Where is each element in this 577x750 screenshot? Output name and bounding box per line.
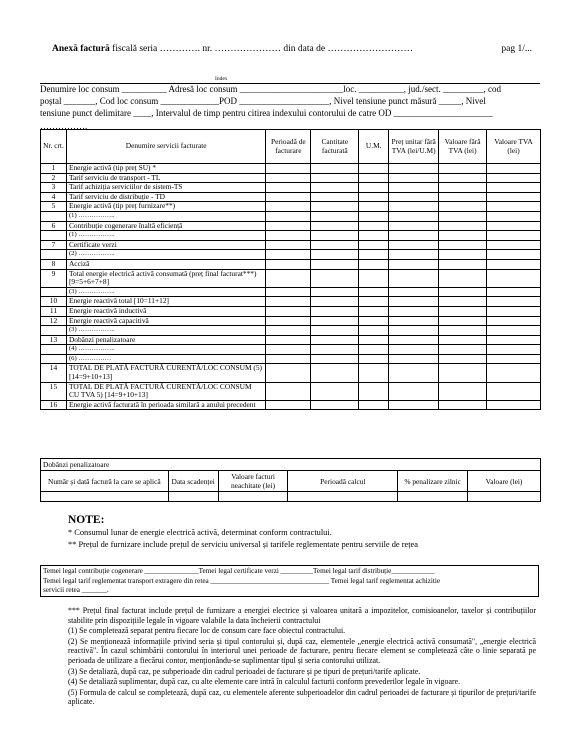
value-cell [311, 250, 359, 260]
value-cell [311, 297, 359, 307]
row-number: 15 [41, 382, 67, 400]
value-cell [359, 306, 389, 316]
row-number: 4 [41, 192, 67, 202]
value-cell [439, 400, 487, 410]
legal-line: servicii retea _______. [43, 586, 109, 594]
value-cell [487, 202, 541, 212]
value-cell [311, 335, 359, 345]
footnote: *** Prețul final facturat include prețul de furnizare a energiei electrice și valoarea unitară a impozitelor, comisioanelor, taxelor și contribuțiilor stabilite prin dispozițiile legale în vigoare valabile la data încheierii contractului [68, 606, 536, 625]
value-cell [389, 250, 439, 260]
row-number: 8 [41, 259, 67, 269]
value-cell [311, 287, 359, 297]
value-cell [266, 306, 311, 316]
value-cell [311, 259, 359, 269]
value-cell [359, 335, 389, 345]
value-cell [266, 173, 311, 183]
value-cell [487, 364, 541, 382]
value-cell [266, 316, 311, 326]
service-label: TOTAL DE PLATĂ FACTURĂ CURENTĂ/LOC CONSUM (5)[14=9+10+13] [66, 364, 265, 382]
value-cell [439, 164, 487, 174]
value-cell [487, 326, 541, 336]
value-cell [311, 354, 359, 364]
row-number: 5 [41, 202, 67, 212]
column-header: Perioadă calcul [288, 471, 398, 492]
value-cell [359, 297, 389, 307]
column-header: Perioadă de facturare [266, 130, 311, 164]
location-info [40, 83, 540, 132]
value-cell [359, 192, 389, 202]
table-row [41, 269, 541, 287]
page-number: pag 1/... [501, 44, 532, 54]
value-cell [389, 211, 439, 221]
value-cell [439, 211, 487, 221]
value-cell [266, 269, 311, 287]
value-cell [359, 345, 389, 355]
table-row [41, 326, 541, 336]
service-label: (2) …………….. [66, 250, 265, 260]
value-cell [311, 231, 359, 241]
value-cell [389, 164, 439, 174]
value-cell [439, 269, 487, 287]
location-line: poștal _______, Cod loc consum _____________POD ____________________, Nivel tensiune punct măsură _____, Nivel [40, 96, 486, 107]
value-cell [439, 382, 487, 400]
column-header: Cantitate facturată [311, 130, 359, 164]
value-cell [389, 306, 439, 316]
value-cell [487, 287, 541, 297]
value-cell [359, 287, 389, 297]
row-number [41, 326, 67, 336]
value-cell [266, 335, 311, 345]
value-cell [487, 316, 541, 326]
value-cell [487, 211, 541, 221]
value-cell [439, 335, 487, 345]
service-label: (3) …………….. [66, 287, 265, 297]
service-label: Energie activă (tip preț furnizare**) [66, 202, 265, 212]
row-number: 10 [41, 297, 67, 307]
table-row [41, 221, 541, 231]
column-header: U.M. [359, 130, 389, 164]
value-cell [439, 287, 487, 297]
value-cell [359, 382, 389, 400]
service-label: Tarif achiziția serviciilor de sistem-TS [66, 183, 265, 193]
footnote: (5) Formula de calcul se completează, după caz, cu elementele aferente subperioadelor din cadrul perioadei de facturare și tipurilor de prețuri/tarife aplicate. [68, 687, 536, 707]
table-row [41, 316, 541, 326]
note-item: * Consumul lunar de energie electrică activă, determinat conform contractului. [68, 528, 332, 537]
location-line: Denumire loc consum __________ Adresă loc consum _______________________loc. __________, jud./sect. _________, cod [40, 84, 501, 94]
location-line: tensiune punct delimitare ____, Intervalul de timp pentru citirea indexului contorului de catre OD ______________________ [40, 108, 493, 119]
value-cell [311, 316, 359, 326]
table-row [41, 335, 541, 345]
table-row [41, 382, 541, 400]
footnote: (2) Se menționează informațiile privind seria și tipul contorului și, după caz, elementele „energie electrică activă consumată", „energie electrică reactivă". În cazul schimbării contorului în interiorul unei perioade de facturare, pentru fiecare element se completează câte o linie separată pe perioada de utilizare a fiecărui contor, menționându-se suplimentar tipul și seria contorului utilizat. [68, 636, 536, 665]
value-cell [359, 240, 389, 250]
value-cell [389, 345, 439, 355]
service-label: Acciză [66, 259, 265, 269]
value-cell [487, 297, 541, 307]
footnotes [68, 606, 536, 708]
index-label: Index [215, 76, 228, 82]
value-cell [439, 354, 487, 364]
value-cell [311, 345, 359, 355]
row-number [41, 231, 67, 241]
value-cell [359, 250, 389, 260]
value-cell [311, 173, 359, 183]
value-cell [359, 231, 389, 241]
service-label: Energie reactivă inductivă [66, 306, 265, 316]
table-row [41, 364, 541, 382]
legal-basis-box [40, 565, 539, 597]
value-cell [359, 221, 389, 231]
value-cell [389, 183, 439, 193]
value-cell [266, 259, 311, 269]
value-cell [439, 297, 487, 307]
value-cell [389, 240, 439, 250]
value-cell [266, 202, 311, 212]
value-cell [266, 221, 311, 231]
service-label: (6) …………… [66, 354, 265, 364]
value-cell [359, 164, 389, 174]
value-cell [389, 316, 439, 326]
row-number [41, 345, 67, 355]
service-label: Energie reactivă total [10=11+12] [66, 297, 265, 307]
value-cell [266, 400, 311, 410]
value-cell [266, 192, 311, 202]
value-cell [439, 173, 487, 183]
table-row [41, 297, 541, 307]
table-row [41, 183, 541, 193]
value-cell [389, 269, 439, 287]
value-cell [389, 335, 439, 345]
value-cell [389, 259, 439, 269]
value-cell [389, 364, 439, 382]
row-number: 9 [41, 269, 67, 287]
service-label: Tarif serviciu de transport - TL [66, 173, 265, 183]
value-cell [439, 221, 487, 231]
value-cell [389, 192, 439, 202]
value-cell [359, 211, 389, 221]
value-cell [487, 335, 541, 345]
table-row [41, 250, 541, 260]
value-cell [311, 269, 359, 287]
legal-line: Temei legal tarif reglementat transport extragere din retea _________________________________ Temei legal tarif reglementat achizitie [43, 576, 441, 585]
value-cell [266, 183, 311, 193]
interest-table [40, 458, 541, 502]
value-cell [439, 240, 487, 250]
table-row [41, 306, 541, 316]
value-cell [311, 183, 359, 193]
service-label: Dobânzi penalizatoare [66, 335, 265, 345]
value-cell [389, 231, 439, 241]
table-row [41, 240, 541, 250]
value-cell [487, 269, 541, 287]
value-cell [359, 259, 389, 269]
value-cell [266, 345, 311, 355]
value-cell [439, 231, 487, 241]
value-cell [389, 382, 439, 400]
value-cell [487, 306, 541, 316]
value-cell [266, 211, 311, 221]
value-cell [311, 382, 359, 400]
value-cell [389, 326, 439, 336]
column-header: Data scadenței [168, 471, 218, 492]
header-title: Anexă factură fiscală seria …………. nr. ………………… din data de ……………………… [52, 44, 413, 54]
interest-title: Dobânzi penalizatoare [41, 459, 541, 471]
value-cell [266, 164, 311, 174]
table-row [41, 231, 541, 241]
value-cell [311, 400, 359, 410]
column-header: Valoare fără TVA (lei) [439, 130, 487, 164]
value-cell [311, 164, 359, 174]
value-cell [439, 345, 487, 355]
value-cell [266, 287, 311, 297]
notes [68, 513, 418, 551]
column-header: Nr. crt. [41, 130, 67, 164]
notes-heading: NOTE: [68, 514, 105, 526]
service-label: TOTAL DE PLATĂ FACTURĂ CURENTĂ/LOC CONSUM CU TVA 5) [14=9+10+13] [66, 382, 265, 400]
column-header: Denumire servicii facturate [66, 130, 265, 164]
row-number [41, 211, 67, 221]
service-label: (1) …………….. [66, 231, 265, 241]
legal-line: Temei legal contribuție cogenerare _______________Temei legal certificate verzi _________Temei legal tarif distribuție____________ [43, 567, 435, 575]
service-label: Total energie electrică activă consumată (preț final facturat***) [9=5+6+7+8] [66, 269, 265, 287]
value-cell [266, 240, 311, 250]
service-label: Tarif serviciu de distribuție - TD [66, 192, 265, 202]
row-number: 13 [41, 335, 67, 345]
value-cell [439, 250, 487, 260]
location-line: ……………. [40, 120, 88, 131]
footnote: (3) Se detaliază, după caz, pe subperioade din cadrul perioadei de facturare și pe tipuri de prețuri/tarife aplicate. [68, 666, 421, 676]
value-cell [487, 250, 541, 260]
value-cell [266, 250, 311, 260]
row-number: 6 [41, 221, 67, 231]
value-cell [487, 259, 541, 269]
value-cell [389, 400, 439, 410]
value-cell [487, 354, 541, 364]
value-cell [311, 192, 359, 202]
services-table [40, 129, 541, 410]
value-cell [487, 221, 541, 231]
service-label: (1) …………….. [66, 211, 265, 221]
value-cell [439, 326, 487, 336]
value-cell [359, 316, 389, 326]
row-number: 16 [41, 400, 67, 410]
column-header: Număr și dată factură la care se aplică [41, 471, 169, 492]
value-cell [439, 202, 487, 212]
value-cell [359, 400, 389, 410]
interest-header-row [41, 471, 541, 492]
value-cell [266, 297, 311, 307]
services-table-body [41, 164, 541, 410]
value-cell [359, 326, 389, 336]
value-cell [439, 192, 487, 202]
row-number: 12 [41, 316, 67, 326]
value-cell [359, 354, 389, 364]
value-cell [359, 173, 389, 183]
table-row [41, 211, 541, 221]
table-row [41, 202, 541, 212]
row-number: 1 [41, 164, 67, 174]
column-header: Preț unitar fără TVA (lei/U.M) [389, 130, 439, 164]
value-cell [389, 173, 439, 183]
value-cell [389, 221, 439, 231]
service-label: (4) …………….. [66, 345, 265, 355]
column-header: Valoare (lei) [468, 471, 541, 492]
value-cell [487, 192, 541, 202]
value-cell [266, 326, 311, 336]
value-cell [487, 382, 541, 400]
service-label: Energie reactivă capacitivă [66, 316, 265, 326]
value-cell [266, 231, 311, 241]
value-cell [487, 345, 541, 355]
value-cell [266, 382, 311, 400]
table-row [41, 492, 541, 502]
table-header-row [41, 130, 541, 164]
service-label: Contribuție cogenerare înaltă eficiență [66, 221, 265, 231]
value-cell [439, 306, 487, 316]
row-number: 3 [41, 183, 67, 193]
row-number [41, 250, 67, 260]
row-number: 11 [41, 306, 67, 316]
value-cell [439, 183, 487, 193]
row-number: 14 [41, 364, 67, 382]
value-cell [359, 364, 389, 382]
service-label: Energie activă facturată în perioada similară a anului precedent [66, 400, 265, 410]
value-cell [311, 221, 359, 231]
value-cell [266, 364, 311, 382]
value-cell [311, 240, 359, 250]
table-row [41, 345, 541, 355]
invoice-header [52, 44, 532, 54]
row-number: 7 [41, 240, 67, 250]
value-cell [439, 259, 487, 269]
table-row [41, 259, 541, 269]
value-cell [389, 287, 439, 297]
value-cell [359, 183, 389, 193]
value-cell [389, 202, 439, 212]
table-row [41, 400, 541, 410]
value-cell [487, 164, 541, 174]
note-item: ** Prețul de furnizare include prețul de serviciu universal și tarifele reglementate pentru serviile de rețea [68, 540, 418, 549]
service-label: (3) …………….. [66, 326, 265, 336]
row-number: 2 [41, 173, 67, 183]
value-cell [311, 326, 359, 336]
value-cell [389, 354, 439, 364]
service-label: Energie activă (tip preț SU) * [66, 164, 265, 174]
value-cell [359, 269, 389, 287]
column-header: % penalizare zilnic [398, 471, 468, 492]
value-cell [311, 202, 359, 212]
column-header: Valoare facturi neachitate (lei) [218, 471, 288, 492]
value-cell [389, 297, 439, 307]
value-cell [487, 231, 541, 241]
service-label: Certificate verzi [66, 240, 265, 250]
location-top-rule [40, 83, 540, 84]
value-cell [439, 364, 487, 382]
value-cell [487, 183, 541, 193]
value-cell [487, 173, 541, 183]
footnote: (4) Se detaliază suplimentar, după caz, cu alte elemente care intră în calculul facturii conform prevederilor legale în vigoare. [68, 677, 461, 687]
value-cell [359, 202, 389, 212]
column-header: Valoare TVA (lei) [487, 130, 541, 164]
value-cell [487, 240, 541, 250]
value-cell [266, 354, 311, 364]
value-cell [311, 364, 359, 382]
value-cell [487, 400, 541, 410]
footnote: (1) Se completează separat pentru fiecare loc de consum care face obiectul contractului. [68, 626, 346, 636]
value-cell [311, 211, 359, 221]
value-cell [311, 306, 359, 316]
value-cell [439, 316, 487, 326]
table-row [41, 164, 541, 174]
